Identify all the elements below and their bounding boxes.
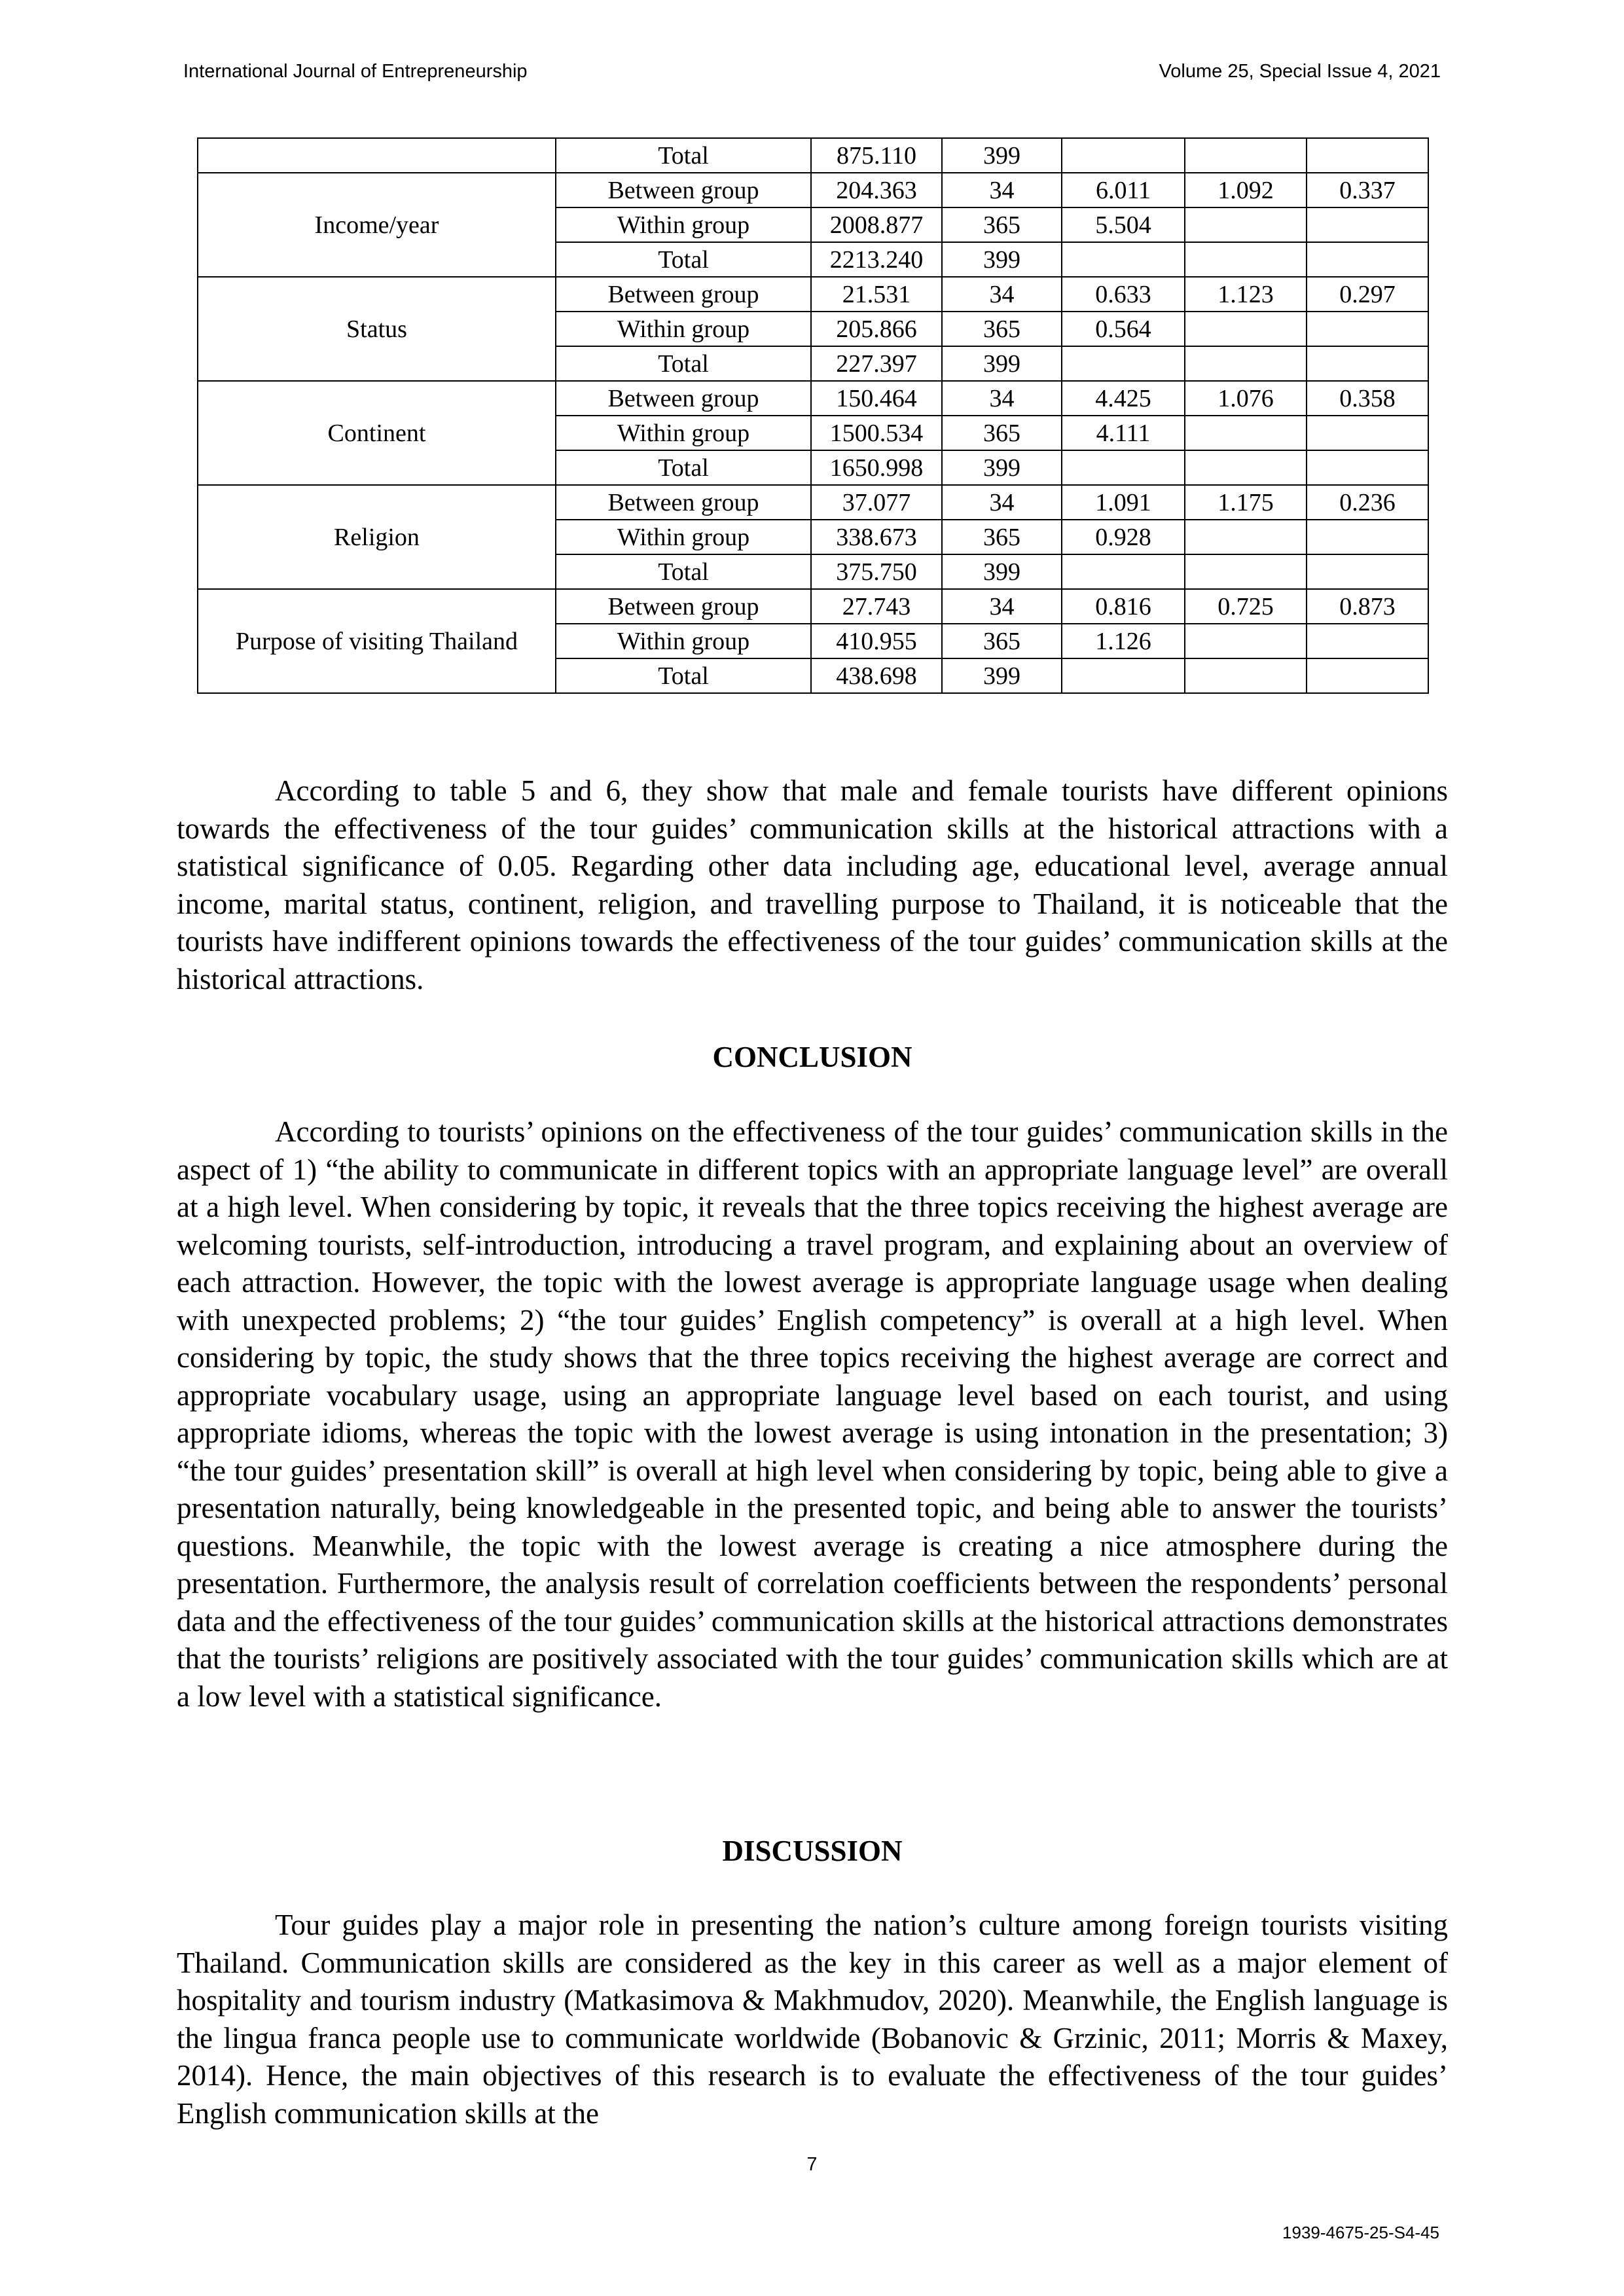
df-cell: 399 [942,346,1062,381]
mean-square-cell [1062,138,1185,173]
source-cell: Total [556,658,811,693]
f-value-cell [1185,554,1307,589]
source-cell: Total [556,554,811,589]
sum-of-squares-cell: 150.464 [811,381,942,416]
sum-of-squares-cell: 37.077 [811,485,942,520]
results-paragraph: According to table 5 and 6, they show that male and female tourists have different opinions towards the effectiveness of the tour guides’ communication skills at the historical attractions with a statistical significance of 0.05. Regarding other data including age, educational level, average annual income, marital status, continent, religion, and travelling purpose to Thailand, it is noticeable that the tourists have indifferent opinions towards the effectiveness of the tour guides’ communication skills at the historical attractions. [177,774,1448,996]
df-cell: 399 [942,658,1062,693]
mean-square-cell: 0.564 [1062,312,1185,346]
conclusion-paragraph: According to tourists’ opinions on the effectiveness of the tour guides’ communication skills in the aspect of 1) “the ability to communicate in different topics with an appropriate language level” are overall at a high level. When considering by topic, it reveals that the three topics receiving the highest average are welcoming tourists, self-introduction, introducing a travel program, and explaining about an overview of each attraction. However, the topic with the lowest average is appropriate language usage when dealing with unexpected problems; 2) “the tour guides’ English competency” is overall at a high level. When considering by topic, the study shows that the three topics receiving the highest average are correct and appropriate vocabulary usage, using an appropriate language level based on each tourist, and using appropriate idioms, whereas the topic with the lowest average is using intonation in the presentation; 3) “the tour guides’ presentation skill” is overall at high level when considering by topic, being able to give a presentation naturally, being knowledgeable in the presented topic, and being able to answer the tourists’ questions. Meanwhile, the topic with the lowest average is creating a nice atmosphere during the presentation. Furthermore, the analysis result of correlation coefficients between the respondents’ personal data and the effectiveness of the tour guides’ communication skills at the historical attractions demonstrates that the tourists’ religions are positively associated with the tour guides’ communication skills which are at a low level with a statistical significance. [177,1115,1448,1713]
f-value-cell [1185,312,1307,346]
df-cell: 399 [942,242,1062,277]
df-cell: 399 [942,554,1062,589]
df-cell: 365 [942,520,1062,554]
f-value-cell: 0.725 [1185,589,1307,624]
variable-cell [198,138,556,173]
sum-of-squares-cell: 375.750 [811,554,942,589]
df-cell: 34 [942,277,1062,312]
f-value-cell: 1.092 [1185,173,1307,207]
sig-cell: 0.297 [1307,277,1428,312]
sig-cell [1307,520,1428,554]
source-cell: Between group [556,381,811,416]
df-cell: 399 [942,138,1062,173]
sig-cell [1307,554,1428,589]
mean-square-cell: 4.111 [1062,416,1185,450]
mean-square-cell: 1.091 [1062,485,1185,520]
mean-square-cell: 6.011 [1062,173,1185,207]
variable-cell: Purpose of visiting Thailand [198,589,556,693]
f-value-cell [1185,346,1307,381]
variable-cell: Religion [198,485,556,589]
f-value-cell [1185,624,1307,658]
source-cell: Between group [556,173,811,207]
sig-cell: 0.358 [1307,381,1428,416]
sum-of-squares-cell: 875.110 [811,138,942,173]
mean-square-cell: 4.425 [1062,381,1185,416]
document-id: 1939-4675-25-S4-45 [1282,2223,1439,2242]
sum-of-squares-cell: 438.698 [811,658,942,693]
page-number: 7 [806,2154,818,2175]
table-row [198,589,1428,624]
sig-cell: 0.236 [1307,485,1428,520]
mean-square-cell: 0.816 [1062,589,1185,624]
mean-square-cell: 0.928 [1062,520,1185,554]
variable-cell: Income/year [198,173,556,277]
sum-of-squares-cell: 2213.240 [811,242,942,277]
f-value-cell: 1.123 [1185,277,1307,312]
sum-of-squares-cell: 21.531 [811,277,942,312]
source-cell: Between group [556,589,811,624]
variable-cell: Continent [198,381,556,485]
table-body [198,138,1428,693]
variable-cell: Status [198,277,556,381]
source-cell: Total [556,138,811,173]
source-cell: Between group [556,485,811,520]
mean-square-cell: 0.633 [1062,277,1185,312]
f-value-cell [1185,520,1307,554]
df-cell: 34 [942,589,1062,624]
f-value-cell [1185,242,1307,277]
source-cell: Total [556,450,811,485]
table-row [198,173,1428,207]
df-cell: 399 [942,450,1062,485]
sum-of-squares-cell: 1500.534 [811,416,942,450]
sum-of-squares-cell: 204.363 [811,173,942,207]
mean-square-cell: 5.504 [1062,207,1185,242]
f-value-cell: 1.175 [1185,485,1307,520]
mean-square-cell [1062,554,1185,589]
sig-cell [1307,242,1428,277]
df-cell: 365 [942,312,1062,346]
sig-cell [1307,658,1428,693]
source-cell: Within group [556,416,811,450]
table-row [198,381,1428,416]
sum-of-squares-cell: 1650.998 [811,450,942,485]
df-cell: 34 [942,173,1062,207]
mean-square-cell [1062,450,1185,485]
sum-of-squares-cell: 410.955 [811,624,942,658]
sum-of-squares-cell: 338.673 [811,520,942,554]
sig-cell: 0.873 [1307,589,1428,624]
discussion-paragraph: Tour guides play a major role in presenting the nation’s culture among foreign tourists visiting Thailand. Communication skills are considered as the key in this career as well as a major element of hospitality and tourism industry (Matkasimova & Makhmudov, 2020). Meanwhile, the English language is the lingua franca people use to communicate worldwide (Bobanovic & Grzinic, 2011; Morris & Maxey, 2014). Hence, the main objectives of this research is to evaluate the effectiveness of the tour guides’ English communication skills at the [177,1909,1448,2130]
mean-square-cell [1062,242,1185,277]
table-row [198,485,1428,520]
source-cell: Total [556,346,811,381]
df-cell: 365 [942,624,1062,658]
anova-table [197,137,1429,694]
source-cell: Within group [556,520,811,554]
f-value-cell [1185,138,1307,173]
df-cell: 365 [942,416,1062,450]
mean-square-cell [1062,658,1185,693]
sig-cell: 0.337 [1307,173,1428,207]
sig-cell [1307,624,1428,658]
sum-of-squares-cell: 227.397 [811,346,942,381]
f-value-cell [1185,416,1307,450]
mean-square-cell: 1.126 [1062,624,1185,658]
source-cell: Within group [556,624,811,658]
f-value-cell [1185,658,1307,693]
running-header-volume: Volume 25, Special Issue 4, 2021 [1159,61,1441,82]
source-cell: Within group [556,207,811,242]
sig-cell [1307,450,1428,485]
df-cell: 365 [942,207,1062,242]
table-row [198,277,1428,312]
source-cell: Between group [556,277,811,312]
sum-of-squares-cell: 27.743 [811,589,942,624]
discussion-heading: DISCUSSION [722,1835,903,1867]
sig-cell [1307,138,1428,173]
mean-square-cell [1062,346,1185,381]
sig-cell [1307,312,1428,346]
f-value-cell [1185,450,1307,485]
sum-of-squares-cell: 205.866 [811,312,942,346]
sig-cell [1307,416,1428,450]
running-header-journal: International Journal of Entrepreneurship [183,61,528,82]
source-cell: Total [556,242,811,277]
df-cell: 34 [942,381,1062,416]
sig-cell [1307,346,1428,381]
sig-cell [1307,207,1428,242]
f-value-cell [1185,207,1307,242]
f-value-cell: 1.076 [1185,381,1307,416]
conclusion-heading: CONCLUSION [712,1041,912,1073]
df-cell: 34 [942,485,1062,520]
sum-of-squares-cell: 2008.877 [811,207,942,242]
table-row [198,138,1428,173]
source-cell: Within group [556,312,811,346]
